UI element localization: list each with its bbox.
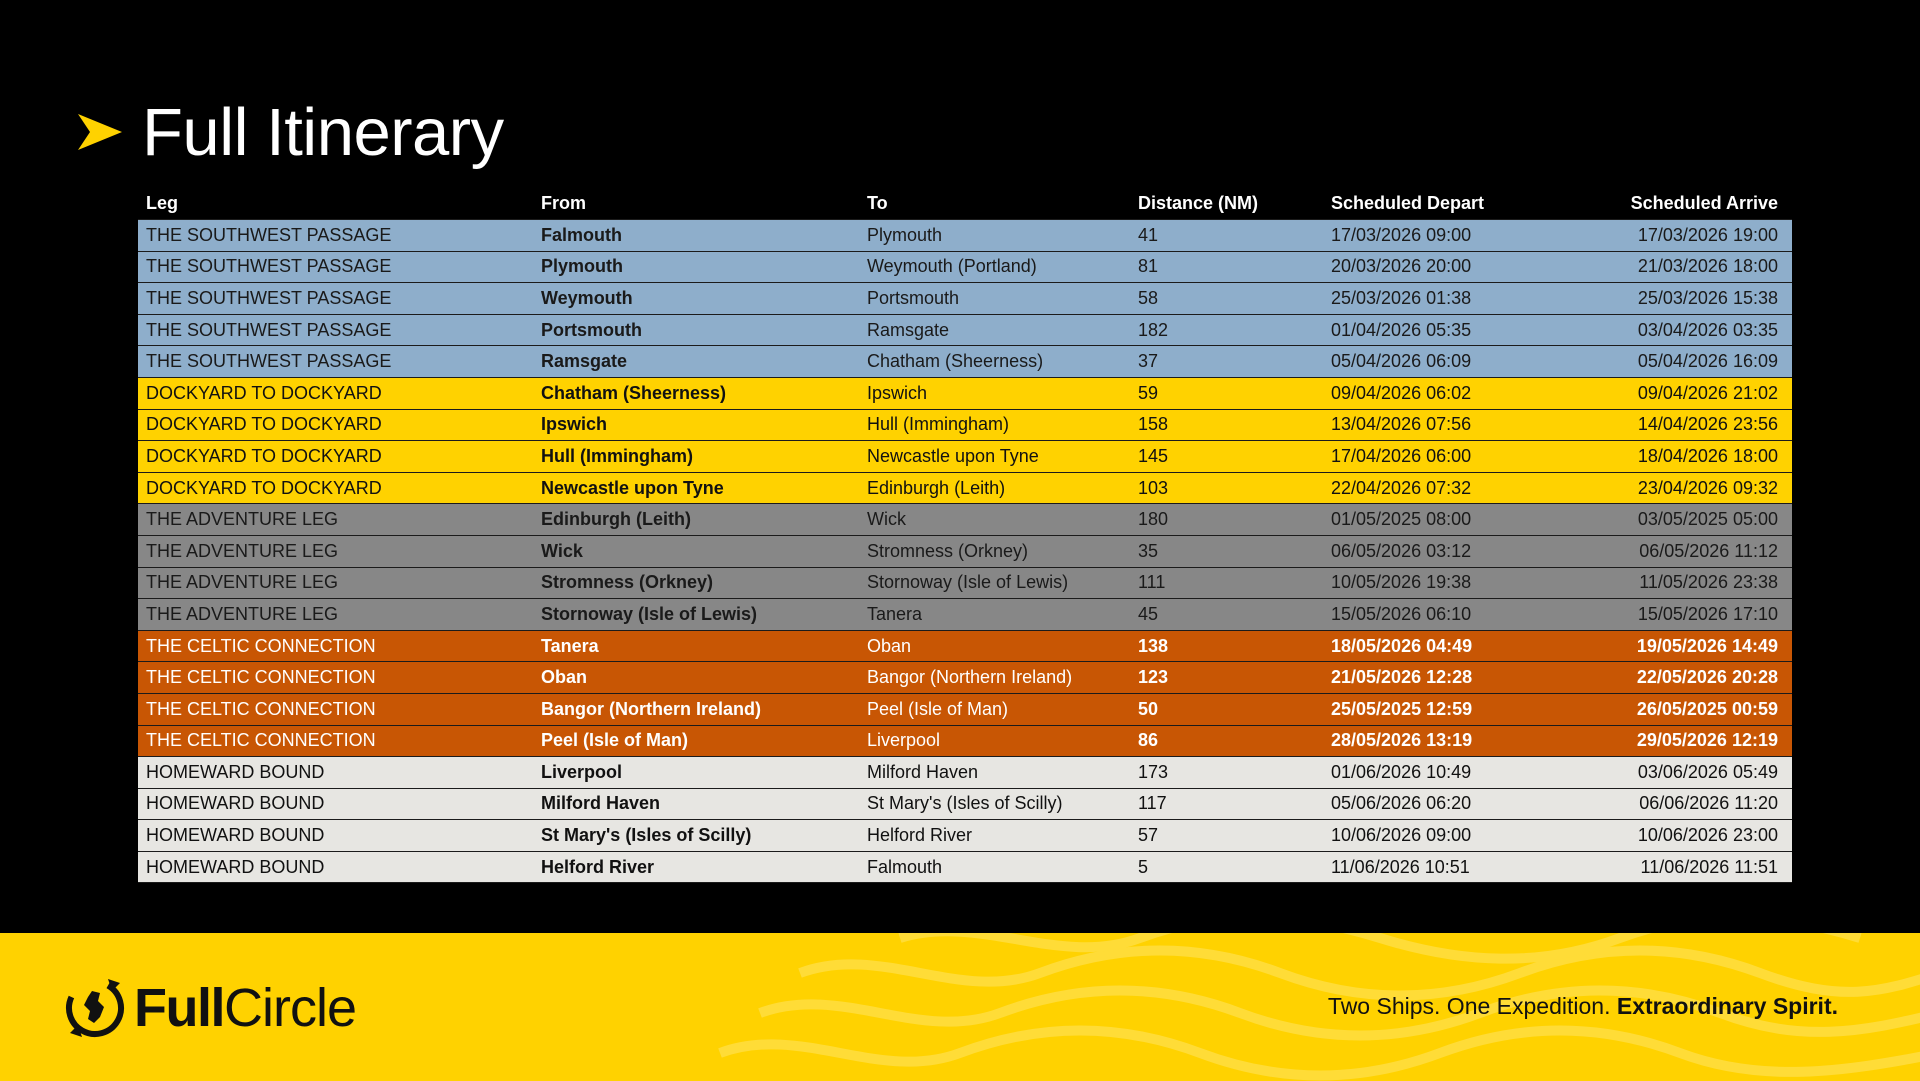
cell-from: Hull (Immingham) [533,441,859,473]
cell-from: Plymouth [533,251,859,283]
cell-arrive: 15/05/2026 17:10 [1543,599,1792,631]
cell-to: Tanera [859,599,1130,631]
table-row [138,788,1792,820]
cell-from: Ipswich [533,409,859,441]
table-row [138,441,1792,473]
cell-from: Peel (Isle of Man) [533,725,859,757]
table-row [138,630,1792,662]
cell-depart: 17/04/2026 06:00 [1323,441,1543,473]
cell-from: Edinburgh (Leith) [533,504,859,536]
table-row [138,693,1792,725]
tagline-regular: Two Ships. One Expedition. [1327,993,1611,1019]
cell-leg: THE SOUTHWEST PASSAGE [138,346,533,378]
cell-leg: THE CELTIC CONNECTION [138,725,533,757]
cell-leg: THE SOUTHWEST PASSAGE [138,251,533,283]
cell-depart: 01/06/2026 10:49 [1323,757,1543,789]
page-header [78,92,504,172]
col-header-from: From [541,193,586,213]
cell-from: Stornoway (Isle of Lewis) [533,599,859,631]
cell-depart: 05/04/2026 06:09 [1323,346,1543,378]
itinerary-table [138,188,1792,883]
cell-distance: 81 [1130,251,1323,283]
cell-depart: 10/06/2026 09:00 [1323,820,1543,852]
cell-arrive: 06/05/2026 11:12 [1543,535,1792,567]
cell-depart: 06/05/2026 03:12 [1323,535,1543,567]
cell-to: Hull (Immingham) [859,409,1130,441]
cell-from: Tanera [533,630,859,662]
cell-arrive: 21/03/2026 18:00 [1543,251,1792,283]
cell-to: Edinburgh (Leith) [859,472,1130,504]
cell-depart: 11/06/2026 10:51 [1323,851,1543,883]
cell-to: Oban [859,630,1130,662]
cell-distance: 57 [1130,820,1323,852]
cell-from: Milford Haven [533,788,859,820]
cell-from: St Mary's (Isles of Scilly) [533,820,859,852]
cell-arrive: 06/06/2026 11:20 [1543,788,1792,820]
cell-leg: THE ADVENTURE LEG [138,535,533,567]
cell-arrive: 23/04/2026 09:32 [1543,472,1792,504]
cell-to: Wick [859,504,1130,536]
cell-to: Chatham (Sheerness) [859,346,1130,378]
cell-from: Helford River [533,851,859,883]
cell-depart: 17/03/2026 09:00 [1323,220,1543,252]
cell-to: Ramsgate [859,314,1130,346]
full-circle-logo [60,963,356,1053]
tagline [1328,993,1838,1020]
logo-text-full: Full [134,978,224,1038]
cell-leg: THE SOUTHWEST PASSAGE [138,283,533,315]
table-row [138,251,1792,283]
cell-to: St Mary's (Isles of Scilly) [859,788,1130,820]
table-row [138,820,1792,852]
cell-distance: 58 [1130,283,1323,315]
table-row [138,535,1792,567]
cell-leg: DOCKYARD TO DOCKYARD [138,441,533,473]
logo-text-circle: Circle [223,978,356,1038]
cell-leg: THE SOUTHWEST PASSAGE [138,314,533,346]
table-body [138,220,1792,883]
cell-to: Liverpool [859,725,1130,757]
cell-arrive: 19/05/2026 14:49 [1543,630,1792,662]
table-row [138,314,1792,346]
cell-from: Bangor (Northern Ireland) [533,693,859,725]
cell-distance: 103 [1130,472,1323,504]
table-row [138,377,1792,409]
cell-from: Portsmouth [533,314,859,346]
cell-arrive: 26/05/2025 00:59 [1543,693,1792,725]
cell-depart: 01/04/2026 05:35 [1323,314,1543,346]
cell-distance: 45 [1130,599,1323,631]
cell-leg: DOCKYARD TO DOCKYARD [138,472,533,504]
cell-arrive: 18/04/2026 18:00 [1543,441,1792,473]
cell-from: Newcastle upon Tyne [533,472,859,504]
cell-from: Chatham (Sheerness) [533,377,859,409]
table-row [138,757,1792,789]
cell-depart: 01/05/2025 08:00 [1323,504,1543,536]
table-row [138,472,1792,504]
cell-leg: HOMEWARD BOUND [138,820,533,852]
cell-leg: HOMEWARD BOUND [138,757,533,789]
cell-arrive: 11/06/2026 11:51 [1543,851,1792,883]
cell-leg: DOCKYARD TO DOCKYARD [138,409,533,441]
cell-from: Oban [533,662,859,694]
cell-arrive: 14/04/2026 23:56 [1543,409,1792,441]
cell-distance: 5 [1130,851,1323,883]
table-row [138,409,1792,441]
cell-depart: 18/05/2026 04:49 [1323,630,1543,662]
col-header-to: To [867,193,888,213]
cell-distance: 138 [1130,630,1323,662]
cell-distance: 117 [1130,788,1323,820]
cell-arrive: 09/04/2026 21:02 [1543,377,1792,409]
cell-leg: DOCKYARD TO DOCKYARD [138,377,533,409]
cell-to: Stornoway (Isle of Lewis) [859,567,1130,599]
tagline-bold: Extraordinary Spirit. [1616,993,1838,1019]
cell-distance: 35 [1130,535,1323,567]
table-row [138,851,1792,883]
table-row [138,504,1792,536]
table-row [138,567,1792,599]
cell-leg: HOMEWARD BOUND [138,851,533,883]
cell-depart: 22/04/2026 07:32 [1323,472,1543,504]
cell-leg: THE CELTIC CONNECTION [138,662,533,694]
cell-arrive: 03/04/2026 03:35 [1543,314,1792,346]
cell-distance: 145 [1130,441,1323,473]
cell-distance: 173 [1130,757,1323,789]
cell-from: Weymouth [533,283,859,315]
compass-globe-icon [60,973,130,1043]
cell-depart: 25/05/2025 12:59 [1323,693,1543,725]
footer-banner [0,933,1920,1081]
cell-leg: THE ADVENTURE LEG [138,599,533,631]
cell-to: Newcastle upon Tyne [859,441,1130,473]
cell-arrive: 05/04/2026 16:09 [1543,346,1792,378]
cell-from: Liverpool [533,757,859,789]
cell-distance: 182 [1130,314,1323,346]
cell-distance: 50 [1130,693,1323,725]
cell-to: Portsmouth [859,283,1130,315]
cell-to: Stromness (Orkney) [859,535,1130,567]
cell-to: Bangor (Northern Ireland) [859,662,1130,694]
itinerary-table-container [138,188,1792,883]
cell-to: Peel (Isle of Man) [859,693,1130,725]
cell-to: Helford River [859,820,1130,852]
cell-to: Falmouth [859,851,1130,883]
cell-from: Falmouth [533,220,859,252]
table-row [138,662,1792,694]
cell-to: Plymouth [859,220,1130,252]
cell-depart: 05/06/2026 06:20 [1323,788,1543,820]
cell-from: Ramsgate [533,346,859,378]
page-title: Full Itinerary [142,94,504,170]
table-row [138,346,1792,378]
cell-distance: 180 [1130,504,1323,536]
table-row [138,725,1792,757]
cell-depart: 13/04/2026 07:56 [1323,409,1543,441]
cell-depart: 25/03/2026 01:38 [1323,283,1543,315]
cell-arrive: 03/05/2025 05:00 [1543,504,1792,536]
cell-from: Stromness (Orkney) [533,567,859,599]
cell-arrive: 03/06/2026 05:49 [1543,757,1792,789]
cell-distance: 111 [1130,567,1323,599]
table-row [138,599,1792,631]
cell-leg: THE ADVENTURE LEG [138,504,533,536]
cell-arrive: 11/05/2026 23:38 [1543,567,1792,599]
table-row [138,283,1792,315]
cell-distance: 86 [1130,725,1323,757]
cell-depart: 28/05/2026 13:19 [1323,725,1543,757]
cell-arrive: 17/03/2026 19:00 [1543,220,1792,252]
cell-depart: 09/04/2026 06:02 [1323,377,1543,409]
table-header-row [138,188,1792,220]
cell-arrive: 10/06/2026 23:00 [1543,820,1792,852]
cell-depart: 21/05/2026 12:28 [1323,662,1543,694]
cell-distance: 59 [1130,377,1323,409]
cell-to: Weymouth (Portland) [859,251,1130,283]
cell-to: Milford Haven [859,757,1130,789]
cell-depart: 20/03/2026 20:00 [1323,251,1543,283]
cell-to: Ipswich [859,377,1130,409]
cell-distance: 158 [1130,409,1323,441]
cell-from: Wick [533,535,859,567]
cell-distance: 37 [1130,346,1323,378]
cell-leg: THE SOUTHWEST PASSAGE [138,220,533,252]
cell-leg: THE CELTIC CONNECTION [138,693,533,725]
cell-arrive: 25/03/2026 15:38 [1543,283,1792,315]
col-header-leg: Leg [146,193,179,213]
cell-depart: 15/05/2026 06:10 [1323,599,1543,631]
col-header-depart: Scheduled Depart [1331,193,1485,213]
cell-distance: 41 [1130,220,1323,252]
cell-distance: 123 [1130,662,1323,694]
cell-arrive: 22/05/2026 20:28 [1543,662,1792,694]
cell-arrive: 29/05/2026 12:19 [1543,725,1792,757]
cell-leg: THE ADVENTURE LEG [138,567,533,599]
cell-leg: HOMEWARD BOUND [138,788,533,820]
cell-leg: THE CELTIC CONNECTION [138,630,533,662]
col-header-distance: Distance (NM) [1138,193,1259,213]
col-header-arrive: Scheduled Arrive [1630,193,1778,213]
cell-depart: 10/05/2026 19:38 [1323,567,1543,599]
table-row [138,220,1792,252]
arrow-right-icon [78,112,122,152]
